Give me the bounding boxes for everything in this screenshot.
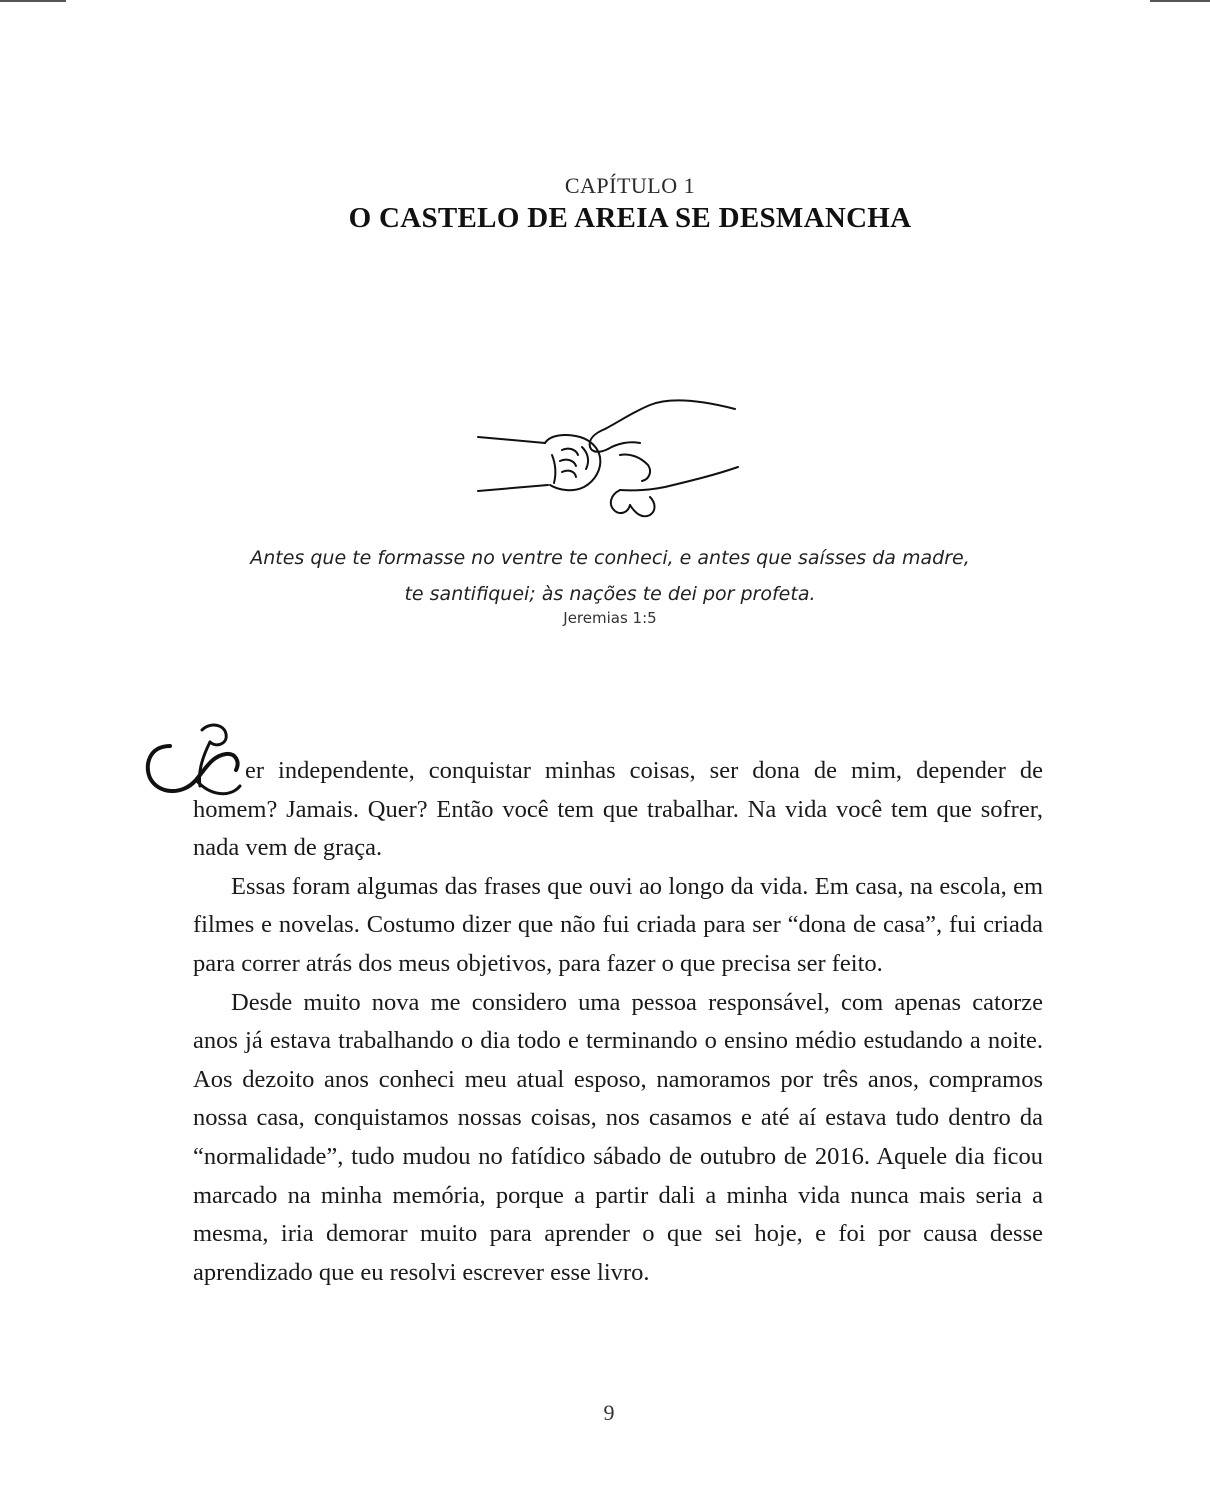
svg-text:S: S	[204, 778, 205, 779]
crop-mark-right	[1150, 0, 1210, 2]
crop-mark-left	[0, 0, 66, 2]
page-number: 9	[603, 1400, 615, 1425]
adult-and-baby-hands-icon	[470, 395, 745, 525]
chapter-title: O CASTELO DE AREIA SE DESMANCHA	[348, 202, 912, 234]
epigraph-text: Antes que te formasse no ventre te conheci, e antes que saísses da madre, te santifiquei; às nações te dei por profeta.	[250, 547, 970, 605]
epigraph-reference: Jeremias 1:5	[563, 609, 657, 627]
paragraph: Desde muito nova me considero uma pessoa responsável, com apenas catorze anos já estava trabalhando o dia todo e terminando o ensino médio estudando a noite. Aos dezoito anos conheci meu atual esposo, namoramos por três anos, compramos nossa casa, conquistamos nossas coisas, nos casamos e até aí estava tudo dentro da “normalidade”, tudo mudou no fatídico sábado de outubro de 2016. Aquele dia ficou marcado na minha memória, porque a partir dali a minha vida nunca mais seria a mesma, iria demorar muito para aprender o que sei hoje, e foi por causa desse aprendizado que eu resolvi escrever esse livro.	[193, 988, 1043, 1286]
chapter-label: CAPÍTULO 1	[564, 173, 696, 198]
paragraph: Essas foram algumas das frases que ouvi ao longo da vida. Em casa, na escola, em filmes e novelas. Costumo dizer que não fui criada para ser “dona de casa”, fui criada para correr atrás dos meus objetivos, para fazer o que precisa ser feito.	[193, 872, 1043, 977]
chapter-body	[193, 752, 1043, 1292]
paragraph: er independente, conquistar minhas coisas, ser dona de mim, depender de homem? Jamais. Quer? Então você tem que trabalhar. Na vida você tem que sofrer, nada vem de graça.	[193, 757, 1043, 862]
